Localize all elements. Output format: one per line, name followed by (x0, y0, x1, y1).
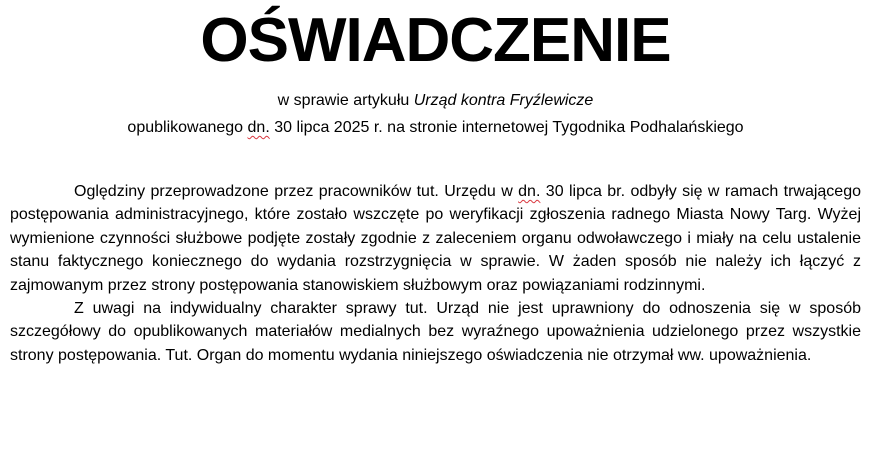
publication-prefix: opublikowanego (127, 119, 248, 136)
document-title: OŚWIADCZENIE (200, 6, 671, 75)
date-abbreviation: dn. (247, 119, 270, 136)
subtitle-prefix: w sprawie artykułu (277, 92, 414, 109)
paragraph-2: Z uwagi na indywidualny charakter sprawy tut. Urząd nie jest uprawniony do odnoszenia się w sposób szczegółowy do opublikowanych materiałów medialnych bez wyraźnego upoważnienia udzielonego przez wszystkie strony postępowania. Tut. Organ do momentu wydania niniejszego oświadczenia nie otrzymał ww. upoważnienia. (10, 300, 861, 364)
document-body (10, 180, 861, 367)
publication-line (0, 117, 871, 139)
publication-details: 30 lipca 2025 r. na stronie internetowej Tygodnika Podhalańskiego (269, 119, 744, 136)
document-subtitle (0, 90, 871, 112)
paragraph-1-abbreviation: dn. (518, 183, 541, 200)
paragraph-1-start: Oględziny przeprowadzone przez pracowników tut. Urzędu w (74, 183, 519, 200)
paragraph-1-rest: 30 lipca br. odbyły się w ramach trwającego postępowania administracyjnego, które zostało wszczęte po weryfikacji zgłoszenia radnego Miasta Nowy Targ. Wyżej wymienione czynności służbowe podjęte zostały zgodnie z zaleceniem organu odwoławczego i miały na celu ustalenie stanu faktycznego koniecznego do wydania rozstrzygnięcia w sprawie. W żaden sposób nie należy ich łączyć z zajmowanym przez strony postępowania stanowiskiem służbowym oraz powiązaniami rodzinnymi. (10, 183, 861, 294)
paragraph-1 (10, 180, 861, 297)
article-title: Urząd kontra Fryźlewicze (413, 92, 594, 109)
